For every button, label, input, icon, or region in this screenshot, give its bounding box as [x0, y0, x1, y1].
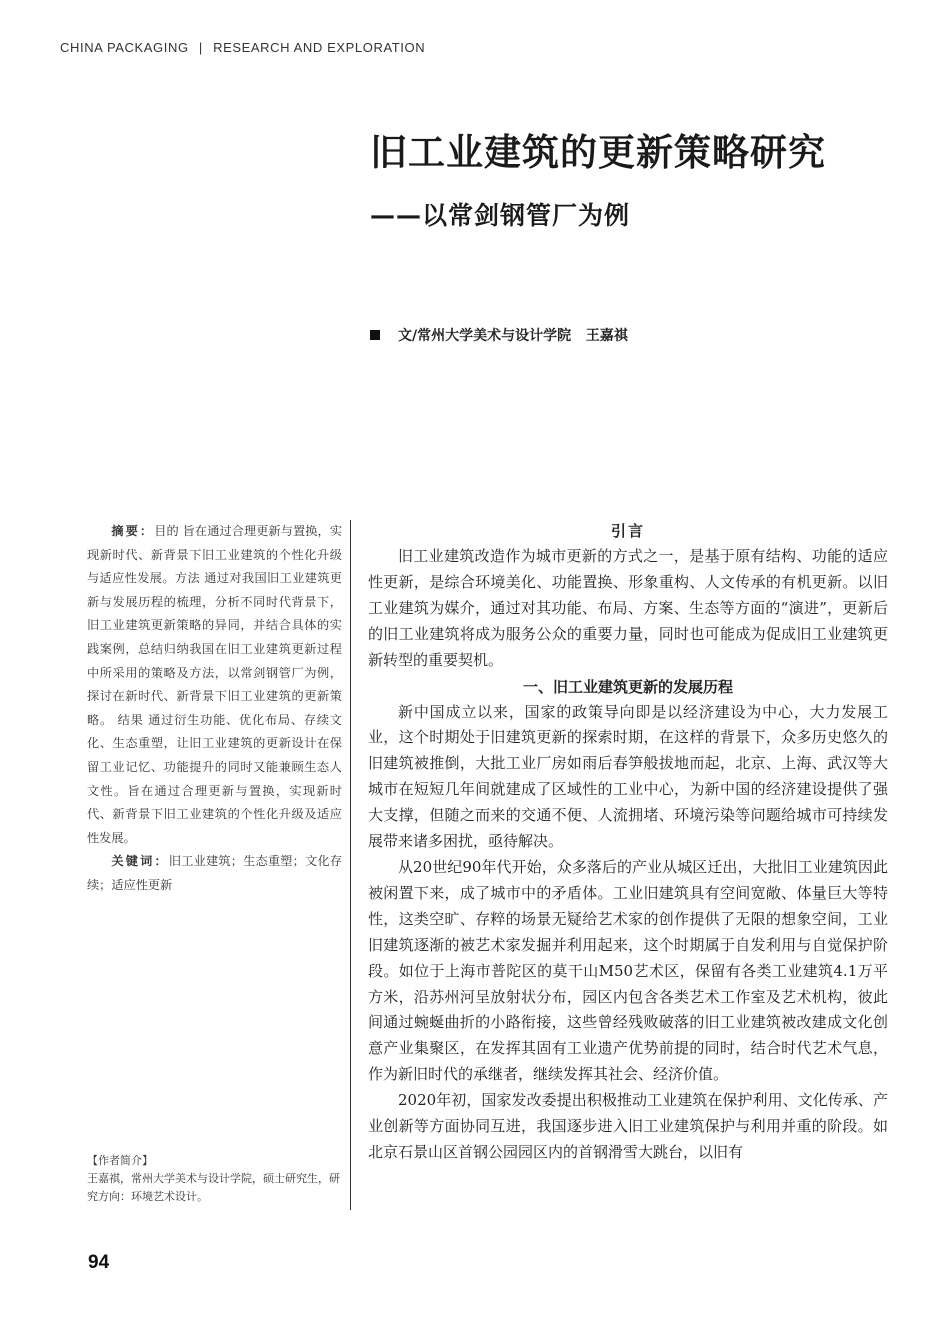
section-name: RESEARCH AND EXPLORATION [213, 40, 426, 55]
page-number: 94 [88, 1252, 110, 1273]
main-body [368, 518, 888, 1166]
author-note-heading: 【作者简介】 [87, 1154, 153, 1167]
abstract [87, 520, 342, 850]
section-heading: 一、旧工业建筑更新的发展历程 [522, 677, 733, 696]
keywords [87, 850, 342, 897]
article-title: 旧工业建筑的更新策略研究 [370, 131, 826, 174]
body-paragraph: 从20世纪90年代开始，众多落后的产业从城区迁出，大批旧工业建筑因此被闲置下来，成了城市中的矛盾体。工业旧建筑具有空间宽敞、体量巨大等特性，这类空旷、存粹的场景无疑给艺术家的创作提供了无限的想象空间，工业旧建筑逐渐的被艺术家发掘并利用起来，这个时期属于自发利用与自觉保护阶段。如位于上海市普陀区的莫干山M50艺术区，保留有各类工业建筑4.1万平方米，沿苏州河呈放射状分布，园区内包含各类艺术工作室及艺术机构，彼此间通过蜿蜒曲折的小路衔接，这些曾经残败破落的旧工业建筑被改建成文化创意产业集聚区，在发挥其固有工业遗产优势前提的同时，结合时代艺术气息，作为新旧时代的承继者，继续发挥其社会、经济价值。 [368, 857, 888, 1084]
column-divider [350, 520, 351, 1210]
abstract-label: 摘要： [111, 524, 155, 538]
journal-name: CHINA PACKAGING [60, 40, 189, 55]
body-paragraph: 新中国成立以来，国家的政策导向即是以经济建设为中心，大力发展工业，这个时期处于旧建筑更新的探索时期，在这样的背景下，众多历史悠久的旧建筑被推倒，大批工业厂房如雨后春笋般拔地而起，北京、上海、武汉等大城市在短短几年间就建成了区域性的工业中心，为新中国的经济建设提供了强大支撑，但随之而来的交通不便、人流拥堵、环境污染等问题给城市可持续发展带来诸多困扰，亟待解决。 [368, 702, 888, 851]
article-subtitle: ——以常剑钢管厂为例 [370, 201, 631, 230]
keywords-label: 关键词： [111, 854, 169, 869]
intro-paragraph: 旧工业建筑改造作为城市更新的方式之一，是基于原有结构、功能的适应性更新，是综合环境美化、功能置换、形象重构、人文传承的有机更新。以旧工业建筑为媒介，通过对其功能、布局、方案、生态等方面的“演进”，更新后的旧工业建筑将成为服务公众的重要力量，同时也可能成为促成旧工业建筑更新转型的重要契机。 [368, 547, 888, 669]
author-note [87, 1152, 347, 1206]
abstract-sidebar [87, 520, 342, 898]
abstract-text: 目的 旨在通过合理更新与置换，实现新时代、新背景下旧工业建筑的个性化升级与适应性发展。方法 通过对我国旧工业建筑更新与发展历程的梳理，分析不同时代背景下，旧工业建筑更新策略的异同，并结合具体的实践案例，总结归纳我国在旧工业建筑更新过程中所采用的策略及方法，以常剑钢管厂为例，探讨在新时代、新背景下旧工业建筑的更新策略。 结果 通过衍生功能、优化布局、存续文化、生态重塑，让旧工业建筑的更新设计在保留工业记忆、功能提升的同时又能兼顾生态人文性。旨在通过合理更新与置换，实现新时代、新背景下旧工业建筑的个性化升级及适应性发展。 [87, 524, 343, 845]
title-block [370, 128, 910, 232]
byline [370, 325, 628, 345]
body-paragraph: 2020年初，国家发改委提出积极推动工业建筑在保护利用、文化传承、产业创新等方面协同互进，我国逐步进入旧工业建筑保护与利用并重的阶段。如北京石景山区首钢公园园区内的首钢滑雪大跳台，以旧有 [368, 1091, 888, 1161]
intro-heading: 引言 [610, 522, 645, 540]
square-bullet-icon [370, 330, 380, 340]
author-note-text: 王嘉祺，常州大学美术与设计学院，硕士研究生，研究方向：环境艺术设计。 [87, 1172, 340, 1203]
running-head [60, 40, 425, 55]
byline-text: 文/常州大学美术与设计学院 王嘉祺 [398, 328, 628, 344]
keywords-text: 旧工业建筑；生态重塑；文化存续；适应性更新 [87, 854, 343, 892]
running-head-separator: | [198, 40, 203, 55]
